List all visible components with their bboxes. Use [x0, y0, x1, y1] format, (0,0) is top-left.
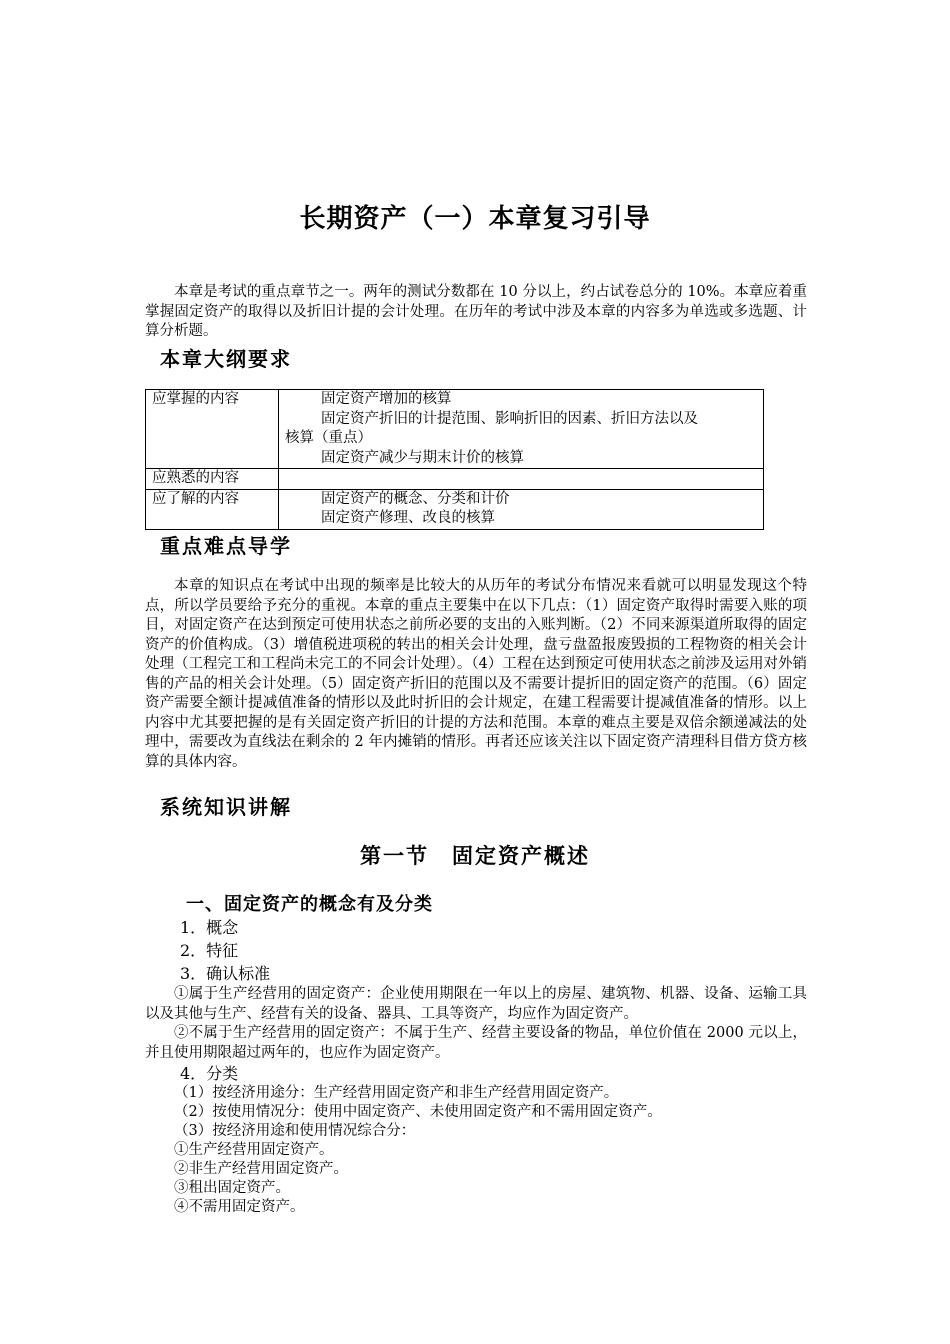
- keypoints-paragraph: 本章的知识点在考试中出现的频率是比较大的从历年的考试分布情况来看就可以明显发现这个特点，所以学员要给予充分的重视。本章的重点主要集中在以下几点：（1）固定资产取得时需要入账的项目，对固定资产在达到预定可使用状态之前所必要的支出的入账判断。（2）不同来源渠道所取得的固定资产的价值构成。（3）增值税进项税的转出的相关会计处理，盘亏盘盈报废毁损的工程物资的相关会计处理（工程完工和工程尚未完工的不同会计处理）。（4）工程在达到预定可使用状态之前涉及运用对外销售的产品的相关会计处理。（5）固定资产折旧的范围以及不需要计提折旧的固定资产的范围。（6）固定资产需要全额计提减值准备的情形以及此时折旧的会计规定，在建工程需要计提减值准备的情形。以上内容中尤其要把握的是有关固定资产折旧的计提的方法和范围。本章的难点主要是双倍余额递减法的处理中，需要改为直线法在剩余的 2 年内摊销的情形。再者还应该关注以下固定资产清理科目借方贷方核算的具体内容。: [145, 578, 807, 770]
- row-label: 应掌握的内容: [146, 390, 279, 469]
- row-content: [279, 469, 764, 490]
- table-row: [146, 489, 764, 529]
- section-subtitle: 一、固定资产的概念有及分类: [186, 894, 433, 915]
- class-item: ②非生产经营用固定资产。: [174, 1161, 348, 1177]
- row-content: [279, 390, 764, 469]
- class-item: （2）按使用情况分：使用中固定资产、未使用固定资产和不需用固定资产。: [174, 1104, 662, 1120]
- row-content: [279, 489, 764, 529]
- list-item: 固定资产减少与期末计价的核算: [321, 449, 524, 466]
- section-title: 第一节 固定资产概述: [360, 843, 590, 868]
- list-item-criteria: 3．确认标准: [180, 964, 271, 983]
- row-label: 应了解的内容: [146, 489, 279, 529]
- criteria-paragraph-1: ①属于生产经营用的固定资产：企业使用期限在一年以上的房屋、建筑物、机器、设备、运输工具以及其他与生产、经营有关的设备、器具、工具等资产，均应作为固定资产。: [145, 986, 807, 1022]
- criteria-paragraph-2: ②不属于生产经营用的固定资产：不属于生产、经营主要设备的物品，单位价值在 2000 元以上，并且使用期限超过两年的，也应作为固定资产。: [145, 1025, 807, 1061]
- table-row: [146, 390, 764, 469]
- outline-table: [145, 389, 764, 530]
- class-item: （3）按经济用途和使用情况综合分：: [174, 1123, 416, 1139]
- row-label: 应熟悉的内容: [146, 469, 279, 490]
- page-title: 长期资产（一）本章复习引导: [299, 204, 651, 234]
- list-item: 核算（重点）: [285, 430, 372, 446]
- table-row: [146, 469, 764, 490]
- class-item: ①生产经营用固定资产。: [174, 1142, 334, 1158]
- list-item: 固定资产的概念、分类和计价: [321, 490, 510, 507]
- list-item-concept: 1．概念: [180, 918, 239, 937]
- class-item: ④不需用固定资产。: [174, 1199, 305, 1215]
- class-item: （1）按经济用途分：生产经营用固定资产和非生产经营用固定资产。: [174, 1085, 619, 1101]
- list-item: 固定资产折旧的计提范围、影响折旧的因素、折旧方法以及: [321, 410, 698, 427]
- keypoints-heading: 重点难点导学: [160, 534, 292, 558]
- list-item: 固定资产修理、改良的核算: [321, 510, 495, 526]
- list-item-features: 2．特征: [180, 941, 239, 960]
- system-heading: 系统知识讲解: [160, 795, 292, 819]
- outline-heading: 本章大纲要求: [160, 347, 292, 371]
- list-item: 固定资产增加的核算: [321, 391, 452, 407]
- intro-paragraph: 本章是考试的重点章节之一。两年的测试分数都在 10 分以上，约占试卷总分的 10%。本章应着重掌握固定资产的取得以及折旧计提的会计处理。在历年的考试中涉及本章的内容多为单选或多选题、计算分析题。: [145, 284, 807, 339]
- class-item: ③租出固定资产。: [174, 1180, 290, 1196]
- list-item-classification: 4．分类: [180, 1064, 239, 1083]
